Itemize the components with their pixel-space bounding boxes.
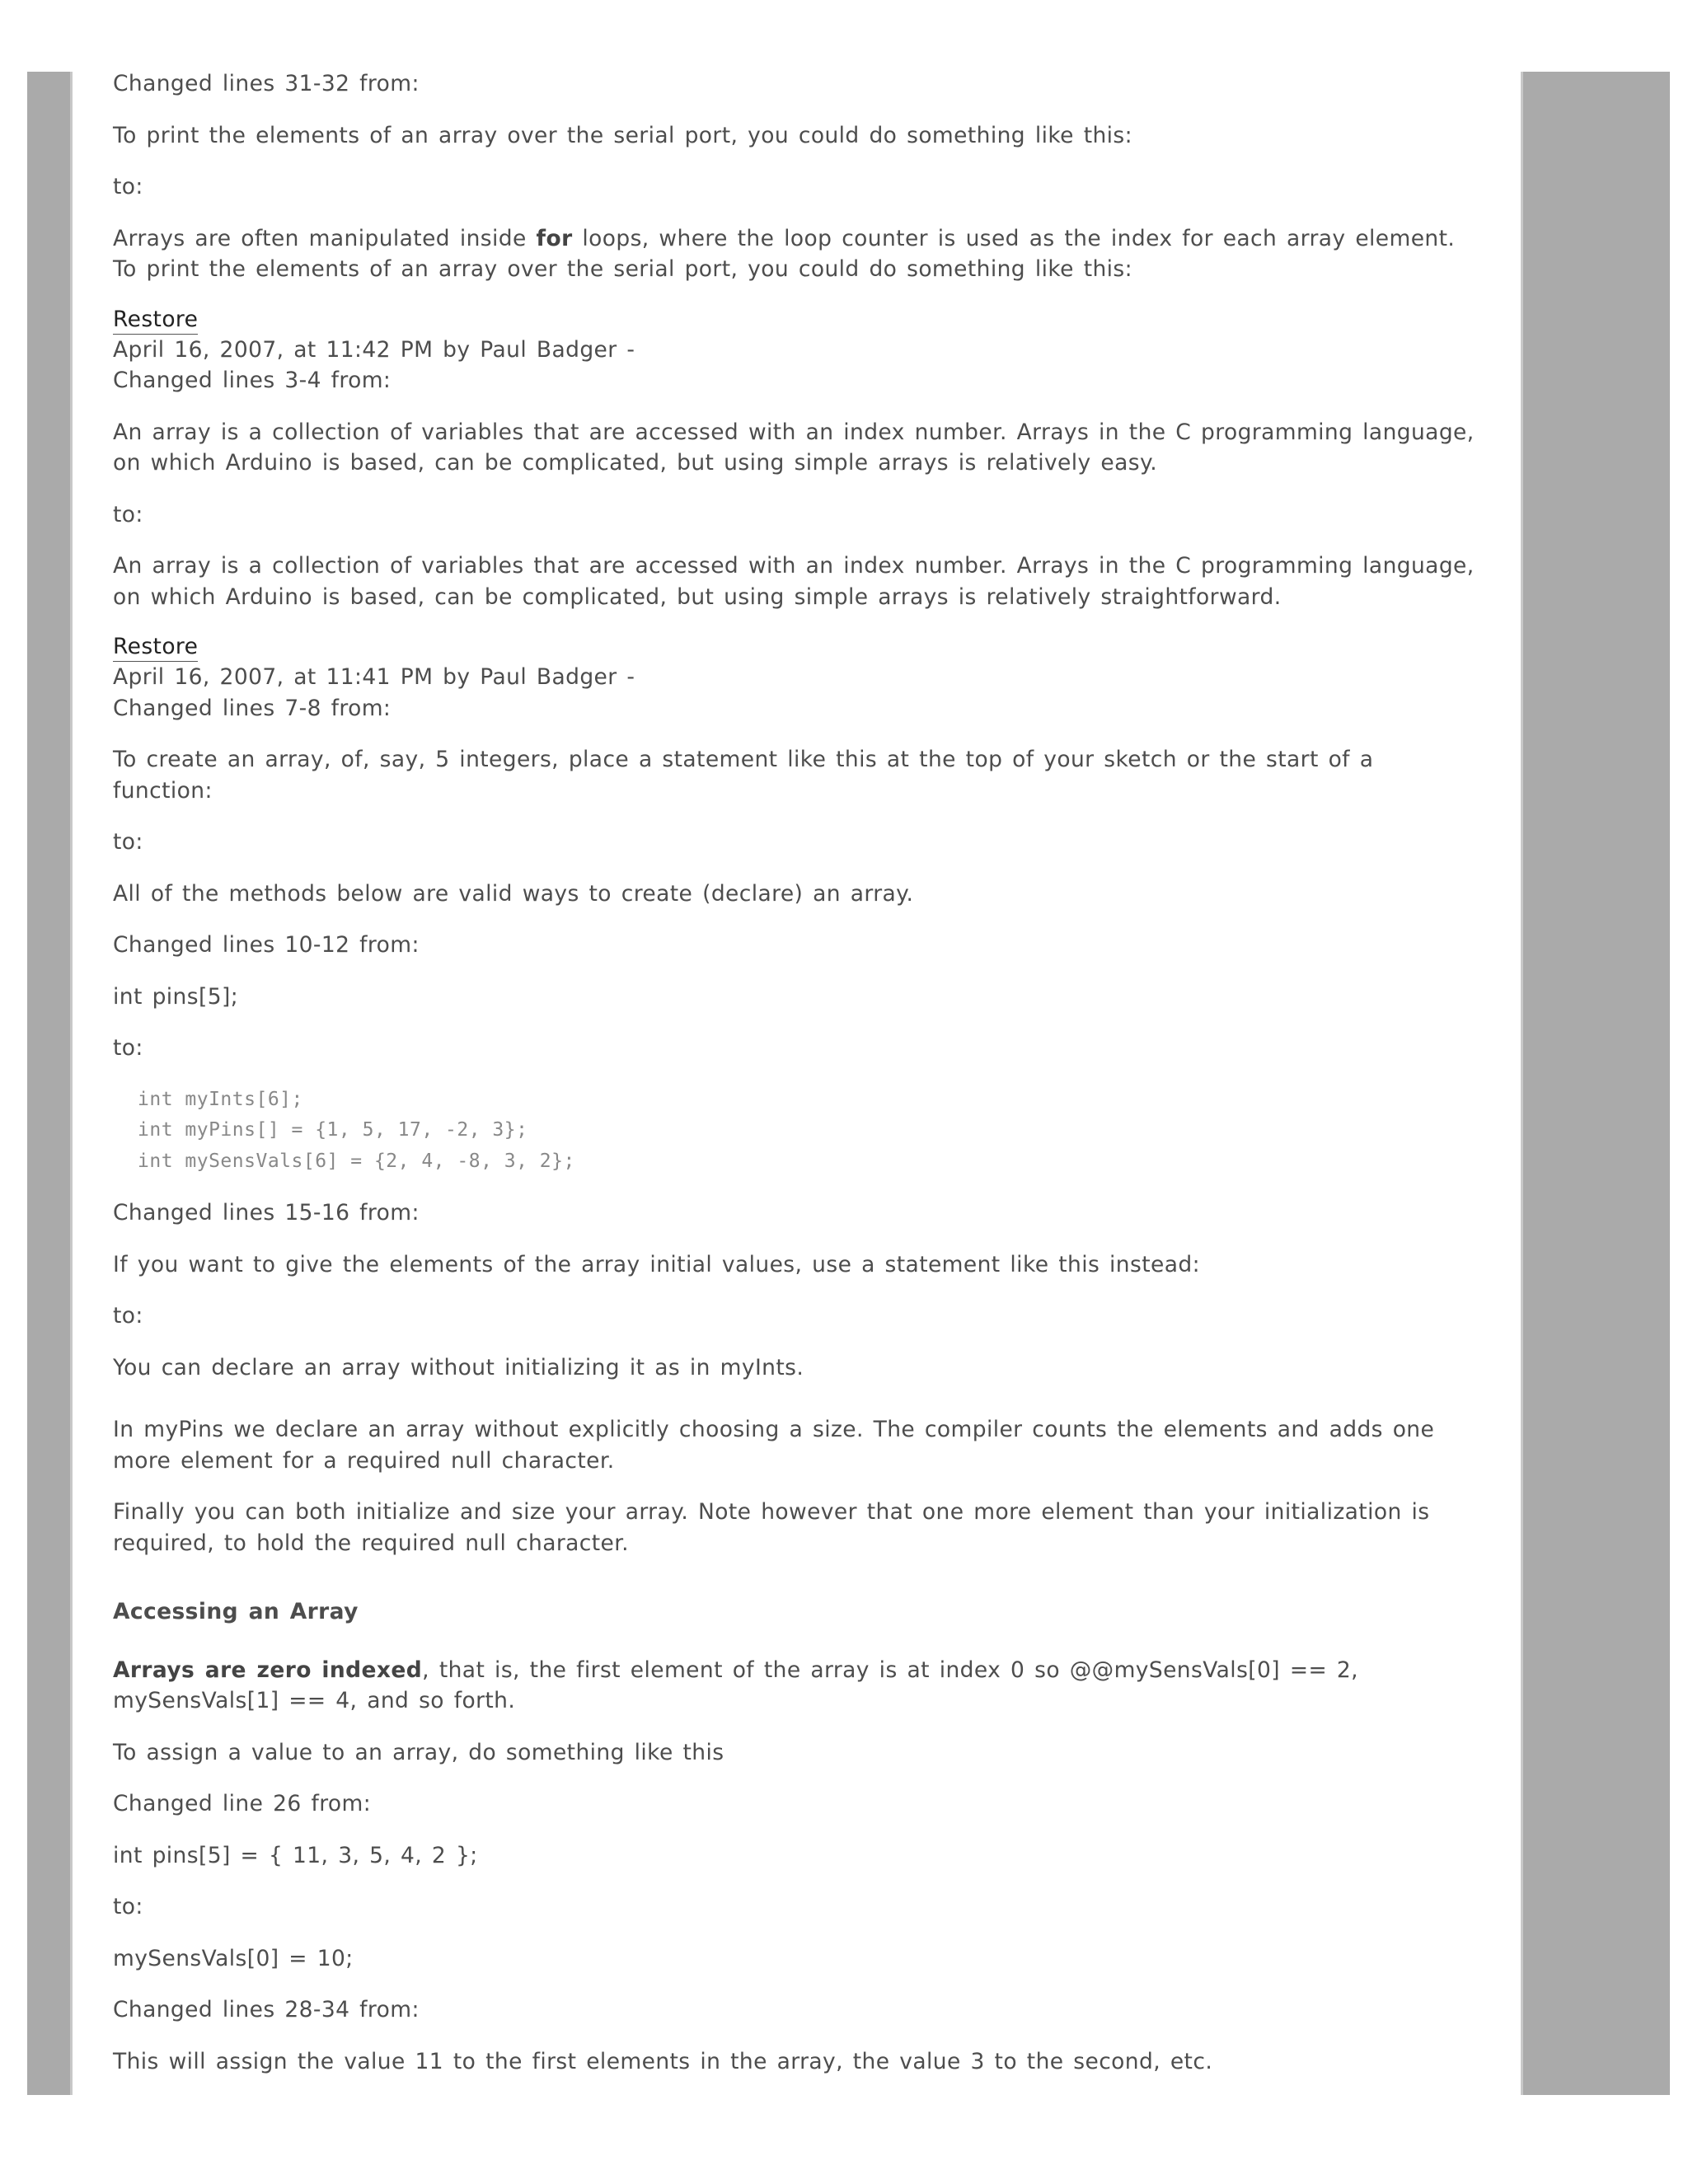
- text-run: loops, where the loop counter is used as the index for each array element. To print the elements of an array over the serial port, you could do something like this:: [113, 225, 1456, 282]
- diff-new-text: [113, 223, 1481, 285]
- diff-to-label: to:: [113, 829, 143, 855]
- section-heading: Accessing an Array: [113, 1599, 359, 1624]
- code-block: int myInts[6]; int myPins[] = {1, 5, 17, -2, 3}; int mySensVals[6] = {2, 4, -8, 3, 2};: [138, 1088, 575, 1172]
- bold-keyword-for: for: [536, 225, 573, 251]
- diff-header: Changed lines 15-16 from:: [113, 1200, 420, 1226]
- diff-new-text: To assign a value to an array, do something like this: [113, 1739, 724, 1765]
- revision-date: April 16, 2007, at 11:41 PM by Paul Badger -: [113, 664, 635, 690]
- restore-link[interactable]: Restore: [113, 633, 198, 662]
- diff-new-text: All of the methods below are valid ways to create (declare) an array.: [113, 880, 914, 907]
- diff-old-text: int pins[5] = { 11, 3, 5, 4, 2 };: [113, 1842, 478, 1868]
- diff-header: Changed line 26 from:: [113, 1791, 372, 1816]
- diff-to-label: to:: [113, 174, 143, 199]
- diff-header: Changed lines 31-32 from:: [113, 71, 420, 96]
- diff-header: Changed lines 28-34 from:: [113, 1997, 420, 2022]
- bold-phrase: Arrays are zero indexed: [113, 1657, 423, 1683]
- diff-old-text: If you want to give the elements of the array initial values, use a statement like this instead:: [113, 1251, 1200, 1277]
- text-run: , that is, the first element of the array is at index 0 so @@mySensVals[0] == 2, mySensVals[1] == 4, and so forth.: [113, 1657, 1358, 1713]
- diff-new-text: In myPins we declare an array without explicitly choosing a size. The compiler counts the elements and adds one more element for a required null character.: [113, 1417, 1435, 1474]
- diff-header: Changed lines 10-12 from:: [113, 932, 420, 958]
- diff-new-text: You can declare an array without initializing it as in myInts.: [113, 1354, 804, 1380]
- restore-link[interactable]: Restore: [113, 306, 198, 335]
- diff-new-text: An array is a collection of variables that are accessed with an index number. Arrays in the C programming language, on which Arduino is based, can be complicated, but using simple arrays is relatively straightforward.: [113, 553, 1475, 610]
- left-sidebar-bar: [27, 72, 73, 2095]
- diff-old-text: To print the elements of an array over the serial port, you could do something like this:: [113, 122, 1132, 148]
- diff-old-text: An array is a collection of variables that are accessed with an index number. Arrays in the C programming language, on which Arduino is based, can be complicated, but using simple arrays is relatively easy.: [113, 419, 1475, 476]
- diff-new-text: [113, 1655, 1481, 1717]
- diff-new-text: Finally you can both initialize and size your array. Note however that one more element than your initialization is required, to hold the required null character.: [113, 1499, 1430, 1556]
- diff-to-label: to:: [113, 501, 143, 527]
- text-run: Arrays are often manipulated inside: [113, 225, 537, 251]
- right-sidebar-bar: [1521, 72, 1670, 2095]
- page-history-content: [113, 68, 1481, 2097]
- diff-to-label: to:: [113, 1035, 143, 1061]
- diff-header: Changed lines 7-8 from:: [113, 695, 392, 721]
- diff-old-text: To create an array, of, say, 5 integers, place a statement like this at the top of your sketch or the start of a function:: [113, 747, 1374, 804]
- revision-date: April 16, 2007, at 11:42 PM by Paul Badger -: [113, 336, 635, 363]
- diff-to-label: to:: [113, 1303, 143, 1329]
- diff-new-text: mySensVals[0] = 10;: [113, 1945, 354, 1971]
- diff-to-label: to:: [113, 1894, 143, 1919]
- diff-header: Changed lines 3-4 from:: [113, 368, 392, 393]
- diff-old-text: This will assign the value 11 to the first elements in the array, the value 3 to the second, etc.: [113, 2048, 1213, 2074]
- diff-old-text: int pins[5];: [113, 983, 239, 1010]
